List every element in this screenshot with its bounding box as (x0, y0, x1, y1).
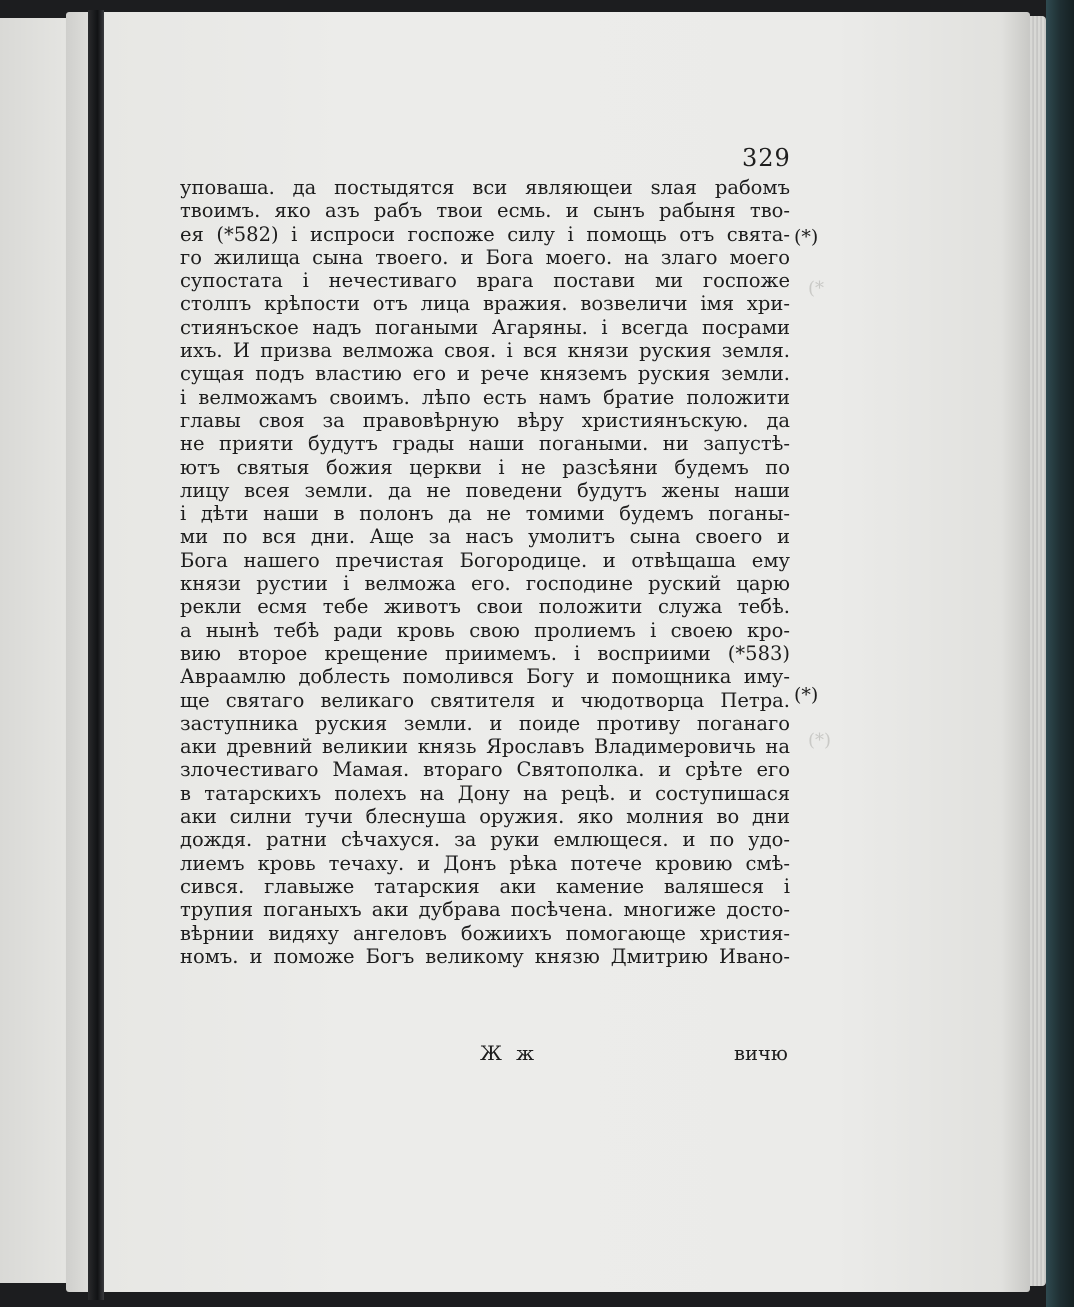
text-line: столпъ крѣпости отъ лица вражия. возвеличи імя хри- (180, 292, 790, 316)
text-line: в татарскихъ полехъ на Дону на рецѣ. и соступишася (180, 781, 790, 805)
text-line: заступника руския земли. и поиде противу поганаго (180, 711, 790, 735)
text-line: супостата і нечестиваго врага постави ми госпоже (180, 269, 790, 293)
text-line: ми по вся дни. Аще за насъ умолитъ сына своего и (180, 525, 790, 549)
text-line: главы своя за правовѣрную вѣру християнъскую. да (180, 408, 790, 432)
text-line: дождя. ратни сѣчахуся. за руки емлющеся. и по удо- (180, 828, 790, 852)
margin-note-marker: (*) (794, 226, 819, 248)
text-line: лицу всея земли. да не поведени будутъ жены наши (180, 478, 790, 502)
text-line: ютъ святыя божия церкви і не разсѣяни будемъ по (180, 455, 790, 479)
book-cover-edge (1046, 0, 1074, 1307)
page-number: 329 (742, 144, 791, 172)
text-line: вию второе крещение приимемъ. і восприими (*583) (180, 641, 790, 665)
text-line: Бога нашего пречистая Богородице. и отвѣщаша ему (180, 548, 790, 572)
bleed-through-mark: (*) (808, 730, 832, 751)
text-line: стиянъское надъ погаными Агаряны. і всегда посрами (180, 315, 790, 339)
margin-note-marker: (*) (794, 684, 819, 706)
text-line: трупия поганыхъ аки дубрава посѣчена. многиже досто- (180, 898, 790, 922)
text-line: вѣрнии видяху ангеловъ божиихъ помогающе христия- (180, 921, 790, 945)
text-line: аки силни тучи блеснуша оружия. яко молния во дни (180, 805, 790, 829)
text-line: сився. главыже татарския аки камение валяшеся і (180, 874, 790, 898)
text-line: твоимъ. яко азъ рабъ твои есмь. и сынъ рабыня тво- (180, 199, 790, 223)
text-line: ея (*582) і испроси госпоже силу і помощь отъ свята- (180, 222, 790, 246)
text-line: ще святаго великаго святителя и чюдотворца Петра. (180, 688, 790, 712)
catchword: вичю (734, 1042, 788, 1065)
text-line: уповаша. да постыдятся вси являющеи ѕлая рабомъ (180, 176, 790, 199)
book-spine (88, 10, 104, 1300)
signature-mark: Ж ж (480, 1042, 539, 1065)
text-line: не прияти будутъ грады наши погаными. ни запустѣ- (180, 432, 790, 456)
text-line: князи рустии і велможа его. господине руский царю (180, 572, 790, 596)
text-line: а нынѣ тебѣ ради кровь свою пролиемъ і своею кро- (180, 618, 790, 642)
text-line: номъ. и поможе Богъ великому князю Дмитрию Ивано- (180, 944, 790, 968)
text-line: Авраамлю доблесть помолився Богу и помощника иму- (180, 665, 790, 689)
text-line: злочестиваго Мамая. втораго Святополка. и срѣте его (180, 758, 790, 782)
text-line: рекли есмя тебе животъ свои положити служа тебѣ. (180, 595, 790, 619)
text-line: і дѣти наши в полонъ да не томими будемъ поганы- (180, 502, 790, 526)
bleed-through-mark: (* (808, 278, 825, 299)
text-line: сущая подъ властию его и рече княземъ руския земли. (180, 362, 790, 386)
text-line: ихъ. И призва велможа своя. і вся князи руския земля. (180, 339, 790, 363)
text-line: аки древний великии князь Ярославъ Владимеровичь на (180, 735, 790, 759)
page-text (180, 176, 790, 968)
text-line: лиемъ кровь течаху. и Донъ рѣка потече кровию смѣ- (180, 851, 790, 875)
text-line: і велможамъ своимъ. лѣпо есть намъ братие положити (180, 385, 790, 409)
text-line: го жилища сына твоего. и Бога моего. на злаго моего (180, 245, 790, 269)
